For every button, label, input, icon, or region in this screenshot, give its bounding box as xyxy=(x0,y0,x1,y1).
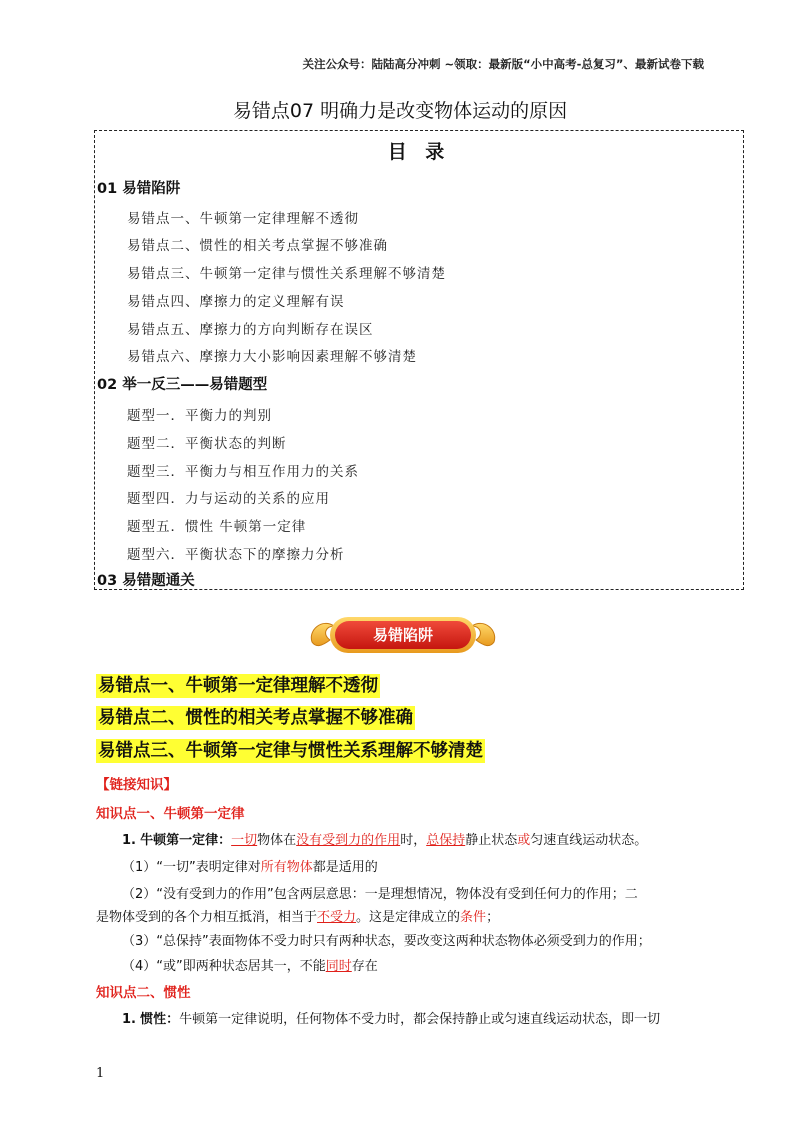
def-part: 静止状态 xyxy=(465,833,518,848)
note-text: 不受力 xyxy=(317,910,357,925)
note-text: 。这是定律成立的 xyxy=(356,910,461,925)
kp1-note-4 xyxy=(122,955,378,974)
highlight-heading-2: 易错点二、惯性的相关考点掌握不够准确 xyxy=(98,708,413,728)
kp1-definition xyxy=(122,829,647,848)
toc-item: 题型五．惯性 牛顿第一定律 xyxy=(127,519,307,535)
kp1-note-2-line2 xyxy=(96,906,499,925)
def-term: 牛顿第一定律： xyxy=(140,833,232,848)
def-part: 物体在 xyxy=(257,833,297,848)
def-part: 时， xyxy=(400,833,427,848)
def-term: 惯性： xyxy=(140,1012,180,1027)
def-text: 牛顿第一定律说明，任何物体不受力时，都会保持静止或匀速直线运动状态，即一切 xyxy=(179,1012,661,1027)
toc-item: 题型四．力与运动的关系的应用 xyxy=(127,491,330,507)
def-part: 没有受到力的作用 xyxy=(296,833,401,848)
toc-section-1: 01 易错陷阱 xyxy=(97,181,181,197)
def-part: 一切 xyxy=(231,833,258,848)
note-text: 同时 xyxy=(325,959,352,974)
toc-heading: 目 录 xyxy=(387,141,451,163)
note-text: （4）“或”即两种状态居其一，不能 xyxy=(122,959,326,974)
def-part: 或 xyxy=(517,833,531,848)
def-part: 总保持 xyxy=(426,833,466,848)
knowledge-point-1-heading: 知识点一、牛顿第一定律 xyxy=(96,806,245,822)
knowledge-point-2-heading: 知识点二、惯性 xyxy=(96,985,191,1001)
note-text: ； xyxy=(486,910,500,925)
document-title: 易错点07 明确力是改变物体运动的原因 xyxy=(232,100,568,122)
toc-item: 题型一．平衡力的判别 xyxy=(127,408,272,424)
note-text: 条件 xyxy=(460,910,487,925)
kp1-note-3: （3）“总保持”表面物体不受力时只有两种状态，要改变这两种状态物体必须受到力的作用； xyxy=(122,934,651,949)
note-text: 是物体受到的各个力相互抵消，相当于 xyxy=(96,910,318,925)
note-text: （1）“一切”表明定律对 xyxy=(122,860,261,875)
toc-section-2: 02 举一反三——易错题型 xyxy=(97,377,268,393)
def-num: 1. xyxy=(122,1012,136,1027)
def-num: 1. xyxy=(122,833,136,848)
kp1-note-1 xyxy=(122,856,378,875)
toc-item: 易错点五、摩擦力的方向判断存在误区 xyxy=(127,322,374,338)
toc-item: 易错点四、摩擦力的定义理解有误 xyxy=(127,294,345,310)
def-part: 匀速直线运动状态。 xyxy=(530,833,648,848)
toc-item: 题型三．平衡力与相互作用力的关系 xyxy=(127,464,359,480)
page-number: 1 xyxy=(96,1066,105,1081)
kp2-definition xyxy=(122,1008,660,1027)
toc-item: 易错点三、牛顿第一定律与惯性关系理解不够清楚 xyxy=(127,266,446,282)
toc-item: 题型二．平衡状态的判断 xyxy=(127,436,287,452)
banner-label: 易错陷阱 xyxy=(372,626,433,644)
section-banner xyxy=(308,612,498,658)
header-note: 关注公众号：陆陆高分冲刺 ~领取：最新版“小中高考-总复习”、最新试卷下载 xyxy=(302,57,704,71)
toc-item: 题型六．平衡状态下的摩擦力分析 xyxy=(127,547,345,563)
note-text: 所有物体 xyxy=(260,860,313,875)
highlight-heading-1: 易错点一、牛顿第一定律理解不透彻 xyxy=(98,676,378,696)
toc-item: 易错点六、摩擦力大小影响因素理解不够清楚 xyxy=(127,349,417,365)
toc-section-3: 03 易错题通关 xyxy=(97,573,195,589)
highlight-heading-3: 易错点三、牛顿第一定律与惯性关系理解不够清楚 xyxy=(98,741,483,761)
kp1-note-2-line1: （2）“没有受到力的作用”包含两层意思：一是理想情况，物体没有受到任何力的作用；二 xyxy=(122,887,638,902)
toc-item: 易错点二、惯性的相关考点掌握不够准确 xyxy=(127,238,388,254)
note-text: 都是适用的 xyxy=(312,860,378,875)
note-text: 存在 xyxy=(351,959,378,974)
link-knowledge-label: 【链接知识】 xyxy=(96,777,177,793)
toc-item: 易错点一、牛顿第一定律理解不透彻 xyxy=(127,211,359,227)
table-of-contents xyxy=(94,130,744,590)
